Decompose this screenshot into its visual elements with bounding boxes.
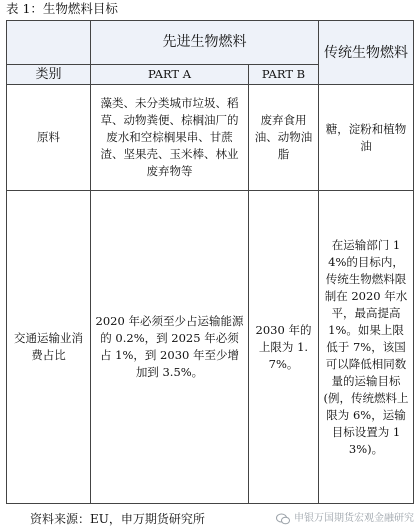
table-row-transport-share — [7, 191, 414, 504]
header-row-1 — [7, 21, 414, 65]
cell-feedstock-part-a: 藻类、未分类城市垃圾、稻草、动物粪便、棕榈油厂的废水和空棕榈果串、甘蔗渣、坚果壳、玉米棒、林业废弃物等 — [91, 85, 249, 191]
row-label-transport-share: 交通运输业消费占比 — [7, 191, 91, 504]
table-row-feedstock — [7, 85, 414, 191]
wechat-icon — [276, 513, 290, 525]
biofuel-target-table — [6, 20, 414, 504]
table-caption: 表 1：生物燃料目标 — [6, 1, 118, 16]
cell-feedstock-traditional: 糖，淀粉和植物油 — [319, 85, 414, 191]
cell-transport-traditional: 在运输部门 14%的目标内，传统生物燃料限制在 2020 年水平，最高提高 1%。如果上限低于 7%，该国可以降低相同数量的运输目标(例，传统燃料上限为 6%，运输目标设置为 13%)。 — [319, 191, 414, 504]
watermark — [276, 510, 414, 528]
cell-transport-part-b: 2030 年的上限为 1.7%。 — [249, 191, 319, 504]
header-advanced-biofuel: 先进生物燃料 — [91, 21, 319, 65]
row-label-feedstock: 原料 — [7, 85, 91, 191]
header-category: 类别 — [7, 65, 91, 85]
header-part-b: PART B — [249, 65, 319, 85]
header-traditional-biofuel: 传统生物燃料 — [319, 21, 414, 85]
cell-feedstock-part-b: 废弃食用油、动物油脂 — [249, 85, 319, 191]
header-part-a: PART A — [91, 65, 249, 85]
source-note: 资料来源：EU，申万期货研究所 — [30, 512, 205, 526]
watermark-text: 申银万国期货宏观金融研究 — [294, 513, 414, 524]
cell-transport-part-a: 2020 年必须至少占运输能源的 0.2%，到 2025 年必须占 1%，到 2030 年至少增加到 3.5%。 — [91, 191, 249, 504]
header-empty-cell — [7, 21, 91, 65]
